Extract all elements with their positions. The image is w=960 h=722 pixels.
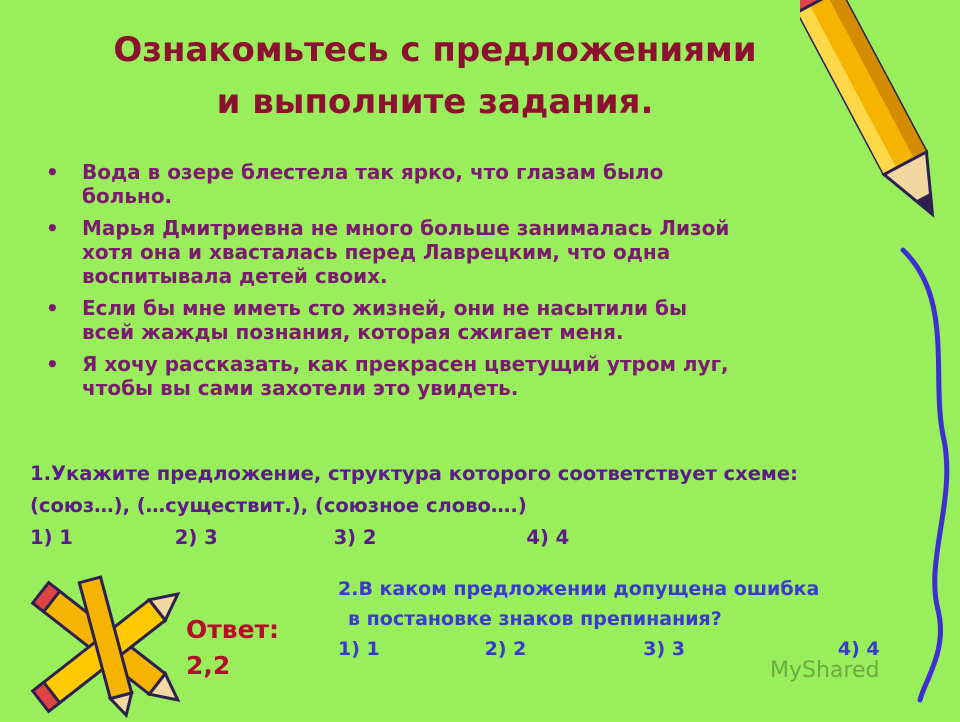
list-item (42, 352, 842, 400)
task2-line-1: 2.В каком предложении допущена ошибка (338, 578, 820, 600)
bullet-marker: • (46, 296, 59, 320)
answer-block (186, 612, 279, 684)
option: 3) 3 (643, 638, 685, 660)
watermark: MyShared (770, 658, 880, 683)
sentence-line: Марья Дмитриевна не много больше занималась Лизой (82, 216, 730, 240)
option: 3) 2 (333, 526, 377, 549)
list-item (42, 160, 842, 208)
task1-options (30, 522, 798, 554)
sentence-line: Вода в озере блестела так ярко, что глазам было (82, 160, 664, 184)
list-item (42, 216, 842, 288)
option: 2) 3 (174, 526, 218, 549)
sentence-list (42, 160, 842, 408)
option: 2) 2 (484, 638, 527, 660)
option: 4) 4 (837, 638, 880, 660)
task1-question (30, 458, 798, 554)
bullet-marker: • (46, 352, 59, 376)
title-line-1: Ознакомьтесь с предложениями (113, 30, 757, 70)
sentence-line: Я хочу рассказать, как прекрасен цветущий утром луг, (82, 352, 729, 376)
option: 1) 1 (30, 526, 73, 549)
list-item (42, 296, 842, 344)
sentence-line: больно. (82, 184, 173, 208)
task2-question (338, 574, 880, 664)
page-title (0, 24, 870, 128)
crossed-pencils-icon (20, 572, 200, 722)
sentence-line: всей жажды познания, которая сжигает меня. (82, 320, 624, 344)
task2-line-2: в постановке знаков препинания? (348, 608, 722, 630)
option: 4) 4 (526, 526, 570, 549)
sentence-line: чтобы вы сами захотели это увидеть. (82, 376, 519, 400)
task1-line-1: 1.Укажите предложение, структура которого соответствует схеме: (30, 462, 798, 485)
sentence-line: воспитывала детей своих. (82, 264, 388, 288)
bullet-marker: • (46, 160, 59, 184)
bullet-marker: • (46, 216, 59, 240)
answer-value: 2,2 (186, 651, 231, 680)
sentence-line: Если бы мне иметь сто жизней, они не насытили бы (82, 296, 688, 320)
answer-label: Ответ: (186, 615, 280, 644)
sentence-line: хотя она и хвасталась перед Лаврецким, что одна (82, 240, 671, 264)
title-line-2: и выполните задания. (216, 82, 654, 122)
task1-line-2: (союз…), (…существит.), (союзное слово….) (30, 494, 527, 517)
option: 1) 1 (338, 638, 380, 660)
